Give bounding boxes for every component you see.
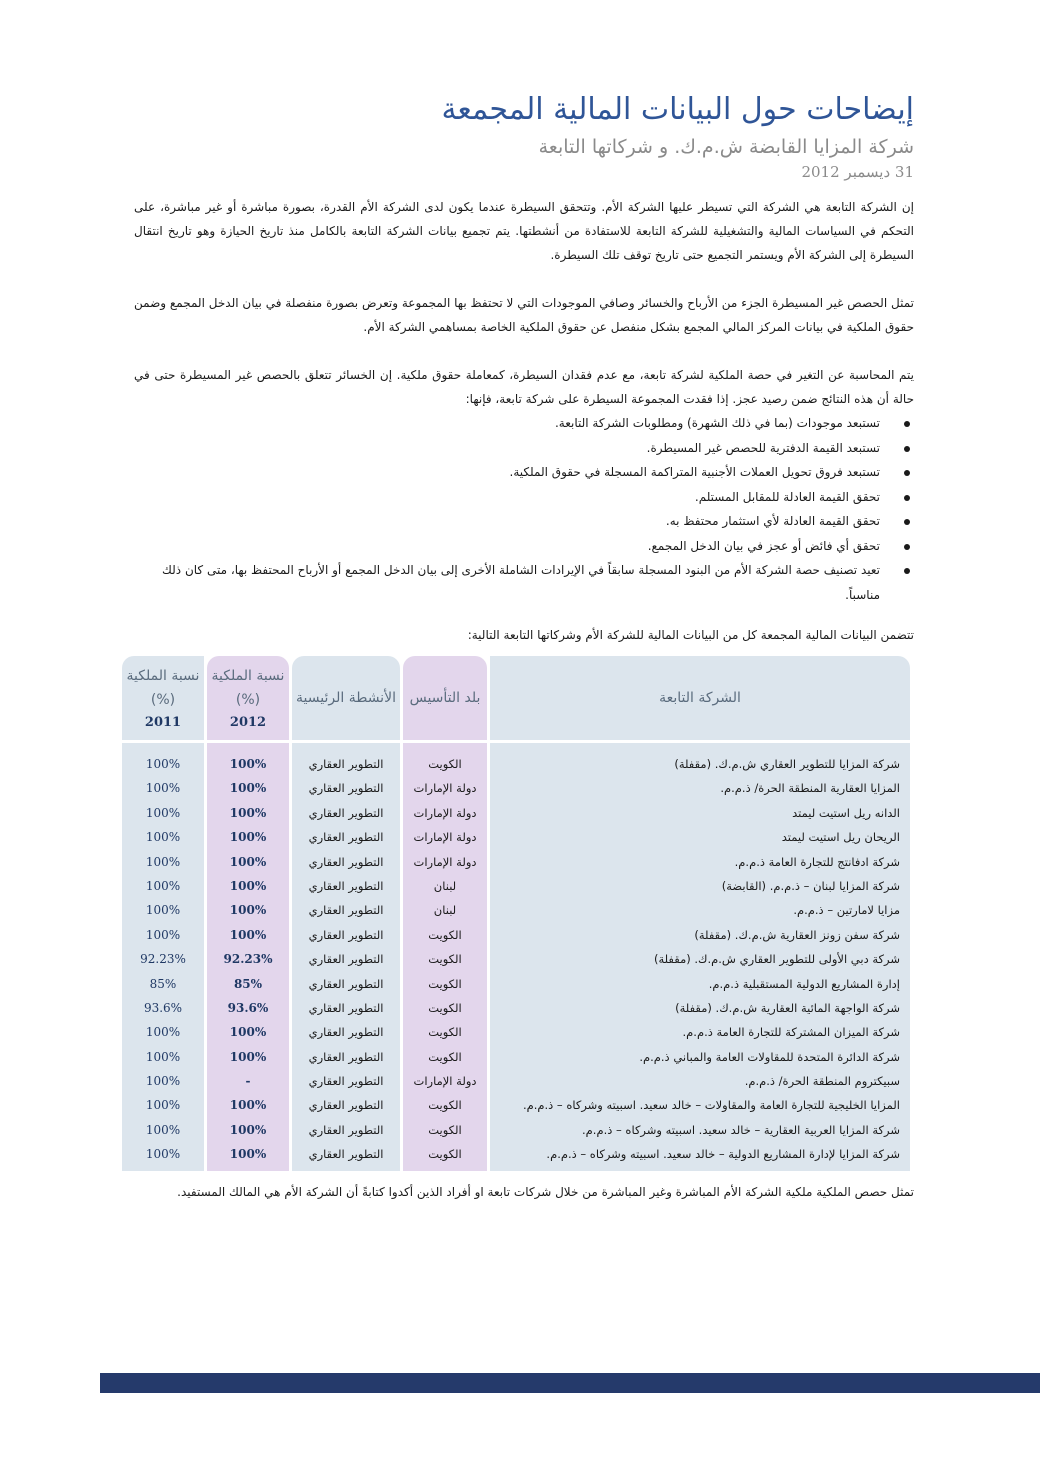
cell-country: الكويت [428,1000,462,1015]
cell-ownership-2011: 100% [145,781,181,796]
cell-ownership-2011: 100% [145,903,181,918]
list-item: تحقق القيمة العادلة لأي استثمار محتفظ به. [154,509,914,534]
cell-country: الكويت [428,952,462,967]
cell-activity: التطوير العقاري [308,878,384,893]
cell-company: شركة المزايا لإدارة المشاريع الدولية – خالد سعيد. اسبيته وشركاه – ذ.م.م. [546,1147,900,1162]
table-row [122,801,910,825]
cell-company: الريحان ريل استيت ليمتد [781,830,900,845]
paragraph-subsidiary-definition: إن الشركة التابعة هي الشركة التي تسيطر عليها الشركة الأم. وتتحقق السيطرة عندما يكون لدى الشركة الأم القدرة، بصورة مباشرة أو غير مباشرة، على التحكم في السياسات المالية والتشغيلية للشركة التابعة للاستفادة من أنشطتها. يتم تجميع بيانات الشركة التابعة بالكامل منذ تاريخ الحيازة وهو تاريخ انتقال السيطرة إلى الشركة الأم ويستمر التجميع حتى تاريخ توقف تلك السيطرة. [134,200,914,262]
bullet-icon [904,519,910,525]
cell-company: شركة الميزان المشتركة للتجارة العامة ذ.م.م. [682,1025,900,1040]
cell-ownership-2011: 100% [145,1025,181,1040]
bullet-icon [904,568,910,574]
cell-activity: التطوير العقاري [308,1122,384,1137]
cell-activity: التطوير العقاري [308,830,384,845]
cell-ownership-2011: 100% [145,805,181,820]
cell-ownership-2011: 85% [149,976,177,991]
cell-activity: التطوير العقاري [308,854,384,869]
header-divider [122,740,910,743]
header-ownership-2012: نسبة الملكية (%) 2012 [211,668,285,730]
header-country: بلد التأسيس [409,690,481,706]
cell-activity: التطوير العقاري [308,903,384,918]
cell-ownership-2011: 100% [145,757,181,771]
cell-ownership-2012: 100% [229,1122,267,1137]
cell-company: شركة دبي الأولى للتطوير العقاري ش.م.ك. (مقفلة) [653,952,900,967]
cell-country: الكويت [428,976,462,991]
cell-company: شركة سفن زونز العقارية ش.م.ك. (مقفلة) [694,927,900,942]
cell-country: الكويت [428,1147,462,1162]
list-item: تحقق القيمة العادلة للمقابل المستلم. [154,485,914,510]
subsidiaries-table [122,656,910,1171]
cell-company: المزايا الخليجية للتجارة العامة والمقاولات – خالد سعيد. اسبيته وشركاه – ذ.م.م. [522,1098,900,1113]
bullet-icon [904,421,910,427]
header-ownership-2011: نسبة الملكية (%) 2011 [126,668,200,730]
cell-ownership-2012: 93.6% [227,1000,269,1015]
cell-ownership-2012: 100% [229,1025,267,1040]
cell-company: شركة الواجهة المائية العقارية ش.م.ك. (مقفلة) [675,1000,900,1015]
cell-activity: التطوير العقاري [308,805,384,820]
cell-activity: التطوير العقاري [308,781,384,796]
table-row [122,1093,910,1117]
cell-ownership-2012: 85% [233,976,263,991]
footnote: تمثل حصص الملكية ملكية الشركة الأم المباشرة وغير المباشرة من خلال شركات تابعة او أفراد الذين أكدوا كتابةً أن الشركة الأم هي المالك المستفيد. [177,1185,914,1199]
cell-company: شركة الدائرة المتحدة للمقاولات العامة والمباني ذ.م.م. [639,1049,900,1064]
cell-country: دولة الإمارات [413,805,477,820]
page-date: 31 ديسمبر 2012 [801,163,914,181]
cell-activity: التطوير العقاري [308,1049,384,1064]
table-row [122,825,910,849]
cell-country: الكويت [428,1025,462,1040]
cell-company: شركة المزايا للتطوير العقاري ش.م.ك. (مقفلة) [674,757,900,771]
cell-company: شركة ادفانتج للتجارة العامة ذ.م.م. [734,854,900,869]
cell-ownership-2011: 100% [145,927,181,942]
cell-ownership-2011: 100% [145,878,181,893]
header-company: الشركة التابعة [659,690,741,706]
bullet-icon [904,495,910,501]
table-intro: تتضمن البيانات المالية المجمعة كل من البيانات المالية للشركة الأم وشركاتها التابعة التالية: [467,628,914,642]
table-row [122,752,910,776]
cell-country: دولة الإمارات [413,781,477,796]
cell-ownership-2011: 92.23% [140,952,186,967]
cell-activity: التطوير العقاري [308,1147,384,1162]
table-row [122,1118,910,1142]
cell-company: الدانه ريل استيت ليمتد [792,805,900,820]
cell-ownership-2012: 100% [229,757,267,771]
cell-country: الكويت [428,1049,462,1064]
list-item: تعيد تصنيف حصة الشركة الأم من البنود المسجلة سابقاً في الإيرادات الشاملة الأخرى إلى بيان الدخل المجمع أو الأرباح المحتفظ بها، متى كان ذلك مناسباً. [154,558,914,607]
cell-ownership-2011: 93.6% [143,1000,183,1015]
cell-company: شركة المزايا العربية العقارية – خالد سعيد. اسبيته وشركاه – ذ.م.م. [582,1122,900,1137]
cell-ownership-2012: - [245,1074,251,1089]
cell-ownership-2012: 100% [229,1147,267,1162]
table-row [122,776,910,800]
table-row [122,1045,910,1069]
list-item: تستبعد فروق تحويل العملات الأجنبية المتراكمة المسجلة في حقوق الملكية. [154,460,914,485]
cell-ownership-2012: 100% [229,854,267,869]
table-row [122,972,910,996]
bullet-icon [904,446,910,452]
cell-activity: التطوير العقاري [308,757,384,771]
cell-ownership-2012: 100% [229,1049,267,1064]
list-item: تستبعد القيمة الدفترية للحصص غير المسيطرة. [154,436,914,461]
cell-ownership-2012: 100% [229,781,267,796]
cell-ownership-2012: 100% [229,1098,267,1113]
table-row [122,850,910,874]
page-title: إيضاحات حول البيانات المالية المجمعة [441,92,914,127]
cell-ownership-2012: 100% [229,805,267,820]
cell-country: لبنان [433,878,457,893]
cell-ownership-2012: 100% [229,830,267,845]
header-activity: الأنشطة الرئيسية [296,690,396,706]
cell-country: الكويت [428,1098,462,1113]
cell-country: الكويت [428,927,462,942]
cell-ownership-2011: 100% [145,1147,181,1162]
table-row [122,923,910,947]
cell-ownership-2011: 100% [145,1098,181,1113]
bullet-icon [904,470,910,476]
list-item: تحقق أي فائض أو عجز في بيان الدخل المجمع. [154,534,914,559]
table-row [122,1069,910,1093]
cell-ownership-2011: 100% [145,1049,181,1064]
cell-country: لبنان [433,903,457,918]
table-row [122,1020,910,1044]
cell-ownership-2011: 100% [145,1074,181,1089]
cell-ownership-2012: 100% [229,878,267,893]
cell-activity: التطوير العقاري [308,1074,384,1089]
cell-ownership-2012: 100% [229,927,267,942]
cell-country: دولة الإمارات [413,1074,477,1089]
cell-ownership-2012: 100% [229,903,267,918]
paragraph-ownership-change: يتم المحاسبة عن التغير في حصة الملكية لشركة تابعة، مع عدم فقدان السيطرة، كمعاملة حقوق ملكية. إن الخسائر تتعلق بالحصص غير المسيطرة حتى في حالة أن هذه النتائج ضمن رصيد عجز. إذا فقدت المجموعة السيطرة على شركة تابعة، فإنها: [134,368,914,406]
cell-activity: التطوير العقاري [308,952,384,967]
table-row [122,874,910,898]
cell-company: إدارة المشاريع الدولية المستقبلية ذ.م.م. [708,976,900,991]
cell-company: مزايا لامارتين – ذ.م.م. [793,903,900,918]
page-subtitle: شركة المزايا القابضة ش.م.ك. و شركاتها التابعة [538,136,914,158]
cell-country: الكويت [428,757,462,771]
table-row [122,1142,910,1166]
cell-ownership-2012: 92.23% [223,952,273,967]
loss-of-control-list [154,411,914,607]
table-row [122,996,910,1020]
cell-ownership-2011: 100% [145,854,181,869]
paragraph-non-controlling-interests: تمثل الحصص غير المسيطرة الجزء من الأرباح والخسائر وصافي الموجودات التي لا تحتفظ بها المجموعة وتعرض بصورة منفصلة في بيان الدخل المجمع وضمن حقوق الملكية في بيانات المركز المالي المجمع بشكل منفصل عن حقوق الملكية الخاصة بمساهمي الشركة الأم. [134,296,914,334]
cell-activity: التطوير العقاري [308,976,384,991]
cell-company: سبيكتروم المنطقة الحرة/ ذ.م.م. [744,1074,900,1089]
cell-activity: التطوير العقاري [308,1098,384,1113]
cell-activity: التطوير العقاري [308,1025,384,1040]
cell-company: المزايا العقارية المنطقة الحرة/ ذ.م.م. [720,781,900,796]
footer-bar [100,1373,1040,1393]
cell-activity: التطوير العقاري [308,927,384,942]
cell-country: الكويت [428,1122,462,1137]
cell-activity: التطوير العقاري [308,1000,384,1015]
table-body [122,752,910,1167]
list-item: تستبعد موجودات (بما في ذلك الشهرة) ومطلوبات الشركة التابعة. [154,411,914,436]
bullet-icon [904,544,910,550]
cell-country: دولة الإمارات [413,830,477,845]
table-row [122,947,910,971]
cell-ownership-2011: 100% [145,1122,181,1137]
table-row [122,898,910,922]
cell-country: دولة الإمارات [413,854,477,869]
cell-ownership-2011: 100% [145,830,181,845]
cell-company: شركة المزايا لبنان – ذ.م.م. (القابضة) [721,878,900,893]
